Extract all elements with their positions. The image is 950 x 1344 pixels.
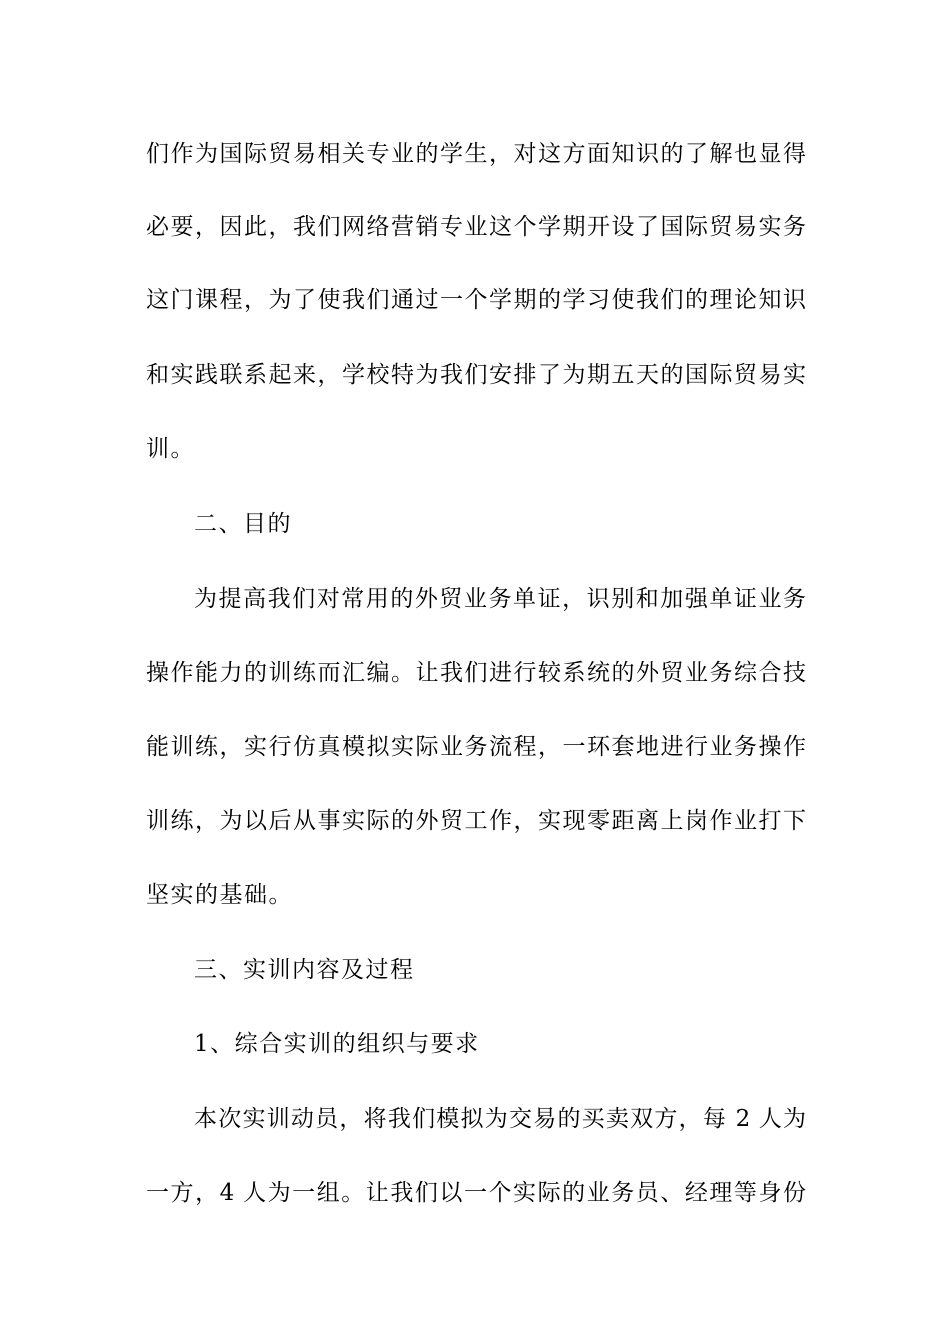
paragraph-1-line-2: 必要，因此，我们网络营销专业这个学期开设了国际贸易实务 — [146, 214, 806, 240]
paragraph-2-line-5: 坚实的基础。 — [146, 882, 293, 908]
section-heading-training-content: 三、实训内容及过程 — [194, 957, 415, 983]
section-heading-purpose: 二、目的 — [194, 511, 292, 537]
paragraph-1-line-1: 们作为国际贸易相关专业的学生，对这方面知识的了解也显得 — [146, 141, 806, 167]
paragraph-3-line-2: 一方，4 人为一组。让我们以一个实际的业务员、经理等身份 — [146, 1180, 806, 1206]
paragraph-3-line-1: 本次实训动员，将我们模拟为交易的买卖双方，每 2 人为 — [194, 1106, 806, 1132]
paragraph-1-line-5: 训。 — [146, 436, 195, 462]
paragraph-1-line-4: 和实践联系起来，学校特为我们安排了为期五天的国际贸易实 — [146, 362, 806, 388]
paragraph-2-line-2: 操作能力的训练而汇编。让我们进行较系统的外贸业务综合技 — [146, 660, 806, 686]
subheading-organization-requirements: 1、综合实训的组织与要求 — [194, 1031, 480, 1057]
paragraph-2-line-1: 为提高我们对常用的外贸业务单证，识别和加强单证业务 — [194, 586, 806, 612]
paragraph-1-line-3: 这门课程，为了使我们通过一个学期的学习使我们的理论知识 — [146, 287, 806, 313]
paragraph-2-line-3: 能训练，实行仿真模拟实际业务流程，一环套地进行业务操作 — [146, 734, 806, 760]
paragraph-2-line-4: 训练，为以后从事实际的外贸工作，实现零距离上岗作业打下 — [146, 808, 806, 834]
